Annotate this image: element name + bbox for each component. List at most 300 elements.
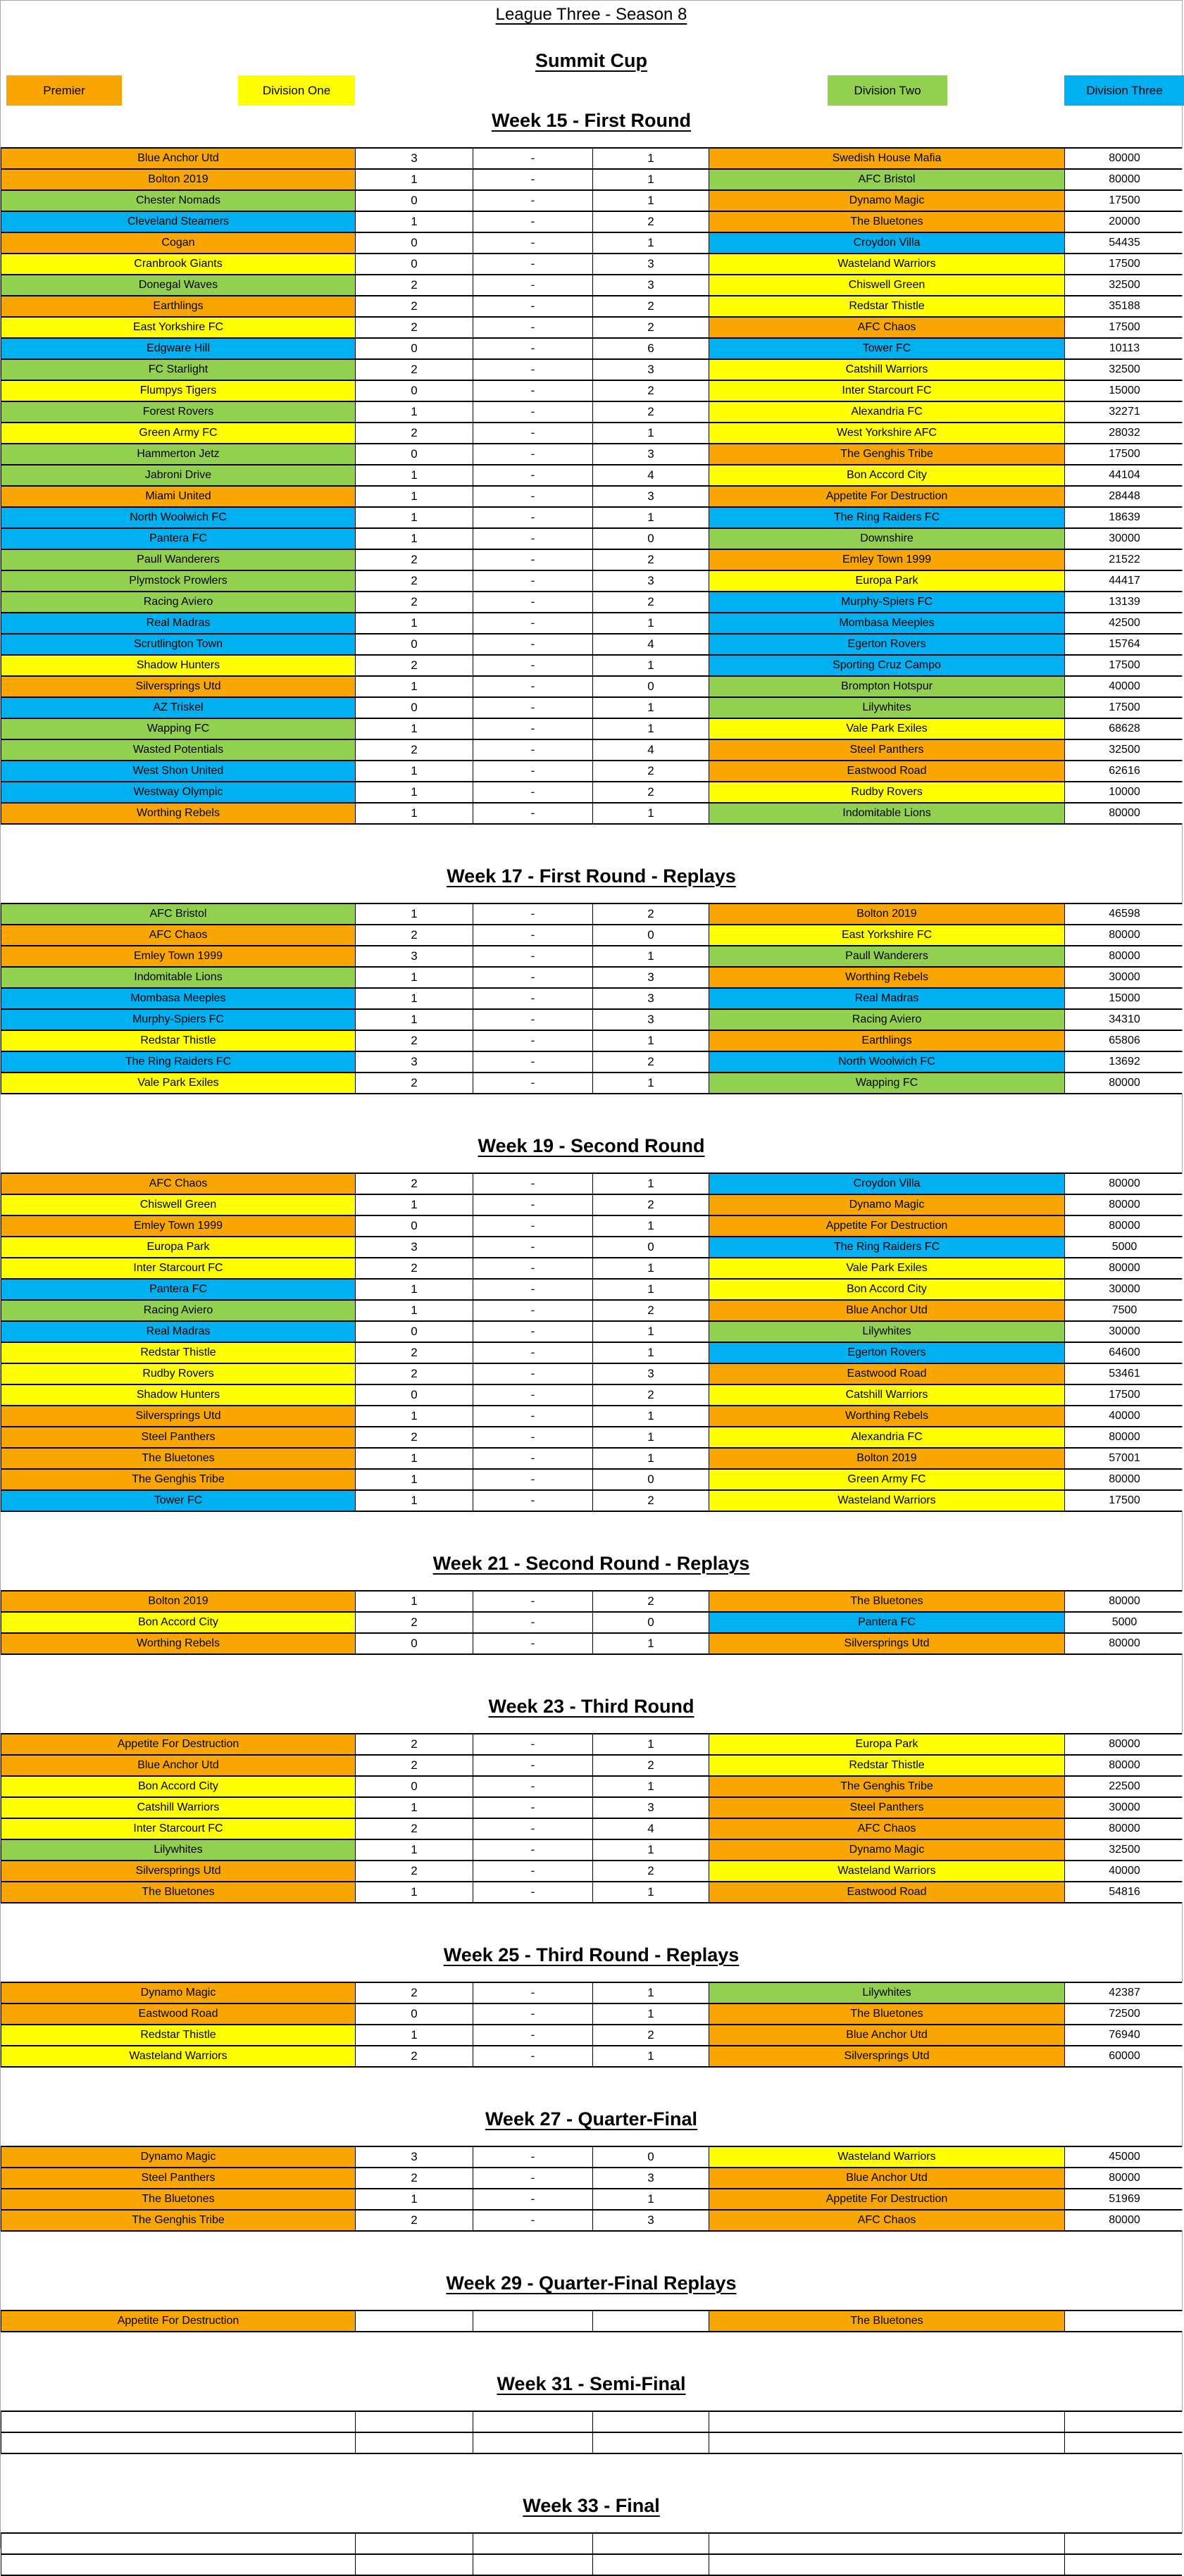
home-team-cell[interactable]: AFC Bristol bbox=[1, 904, 355, 924]
away-score-cell[interactable] bbox=[592, 2555, 709, 2575]
home-score-cell[interactable]: 0 bbox=[355, 634, 473, 654]
home-team-cell[interactable]: The Bluetones bbox=[1, 2189, 355, 2209]
away-team-cell[interactable]: Real Madras bbox=[709, 989, 1064, 1008]
score-separator-cell[interactable]: - bbox=[473, 698, 592, 718]
away-team-cell[interactable]: Appetite For Destruction bbox=[709, 1216, 1064, 1236]
home-score-cell[interactable]: 2 bbox=[355, 423, 473, 443]
home-team-cell[interactable]: Donegal Waves bbox=[1, 275, 355, 295]
attendance-cell[interactable]: 40000 bbox=[1064, 677, 1184, 696]
away-team-cell[interactable]: Tower FC bbox=[709, 339, 1064, 358]
attendance-cell[interactable]: 65806 bbox=[1064, 1031, 1184, 1051]
attendance-cell[interactable]: 15000 bbox=[1064, 381, 1184, 401]
score-separator-cell[interactable]: - bbox=[473, 1322, 592, 1342]
home-score-cell[interactable]: 1 bbox=[355, 804, 473, 823]
home-score-cell[interactable]: 0 bbox=[355, 254, 473, 274]
home-score-cell[interactable]: 2 bbox=[355, 1258, 473, 1278]
attendance-cell[interactable]: 32271 bbox=[1064, 402, 1184, 422]
away-team-cell[interactable]: The Bluetones bbox=[709, 1592, 1064, 1611]
home-team-cell[interactable]: Jabroni Drive bbox=[1, 465, 355, 485]
home-team-cell[interactable] bbox=[1, 2534, 355, 2553]
away-team-cell[interactable]: North Woolwich FC bbox=[709, 1052, 1064, 1072]
attendance-cell[interactable]: 80000 bbox=[1064, 946, 1184, 966]
attendance-cell[interactable] bbox=[1064, 2433, 1184, 2453]
score-separator-cell[interactable] bbox=[473, 2555, 592, 2575]
attendance-cell[interactable]: 54816 bbox=[1064, 1882, 1184, 1902]
attendance-cell[interactable]: 30000 bbox=[1064, 1798, 1184, 1818]
score-separator-cell[interactable]: - bbox=[473, 1882, 592, 1902]
away-team-cell[interactable]: Earthlings bbox=[709, 1031, 1064, 1051]
away-team-cell[interactable]: Vale Park Exiles bbox=[709, 719, 1064, 739]
home-team-cell[interactable]: Blue Anchor Utd bbox=[1, 149, 355, 168]
away-team-cell[interactable]: Wasteland Warriors bbox=[709, 254, 1064, 274]
home-team-cell[interactable]: Rudby Rovers bbox=[1, 1364, 355, 1384]
score-separator-cell[interactable]: - bbox=[473, 1427, 592, 1447]
score-separator-cell[interactable]: - bbox=[473, 1280, 592, 1299]
away-score-cell[interactable]: 1 bbox=[592, 1280, 709, 1299]
away-score-cell[interactable]: 2 bbox=[592, 381, 709, 401]
score-separator-cell[interactable]: - bbox=[473, 1010, 592, 1030]
home-team-cell[interactable]: Vale Park Exiles bbox=[1, 1073, 355, 1093]
away-score-cell[interactable]: 1 bbox=[592, 1406, 709, 1426]
away-team-cell[interactable]: Alexandria FC bbox=[709, 402, 1064, 422]
home-team-cell[interactable]: Racing Aviero bbox=[1, 592, 355, 612]
home-team-cell[interactable]: Inter Starcourt FC bbox=[1, 1258, 355, 1278]
score-separator-cell[interactable]: - bbox=[473, 592, 592, 612]
home-team-cell[interactable]: Tower FC bbox=[1, 1491, 355, 1511]
home-score-cell[interactable]: 1 bbox=[355, 212, 473, 232]
home-score-cell[interactable]: 2 bbox=[355, 550, 473, 570]
score-separator-cell[interactable]: - bbox=[473, 804, 592, 823]
attendance-cell[interactable]: 17500 bbox=[1064, 191, 1184, 211]
away-team-cell[interactable]: Croydon Villa bbox=[709, 1174, 1064, 1194]
away-team-cell[interactable]: Lilywhites bbox=[709, 1322, 1064, 1342]
attendance-cell[interactable] bbox=[1064, 2412, 1184, 2432]
score-separator-cell[interactable]: - bbox=[473, 402, 592, 422]
attendance-cell[interactable]: 51969 bbox=[1064, 2189, 1184, 2209]
home-team-cell[interactable]: West Shon United bbox=[1, 761, 355, 781]
home-score-cell[interactable]: 0 bbox=[355, 339, 473, 358]
attendance-cell[interactable]: 40000 bbox=[1064, 1406, 1184, 1426]
home-score-cell[interactable]: 3 bbox=[355, 149, 473, 168]
score-separator-cell[interactable]: - bbox=[473, 550, 592, 570]
away-team-cell[interactable]: The Bluetones bbox=[709, 212, 1064, 232]
attendance-cell[interactable]: 53461 bbox=[1064, 1364, 1184, 1384]
away-team-cell[interactable]: AFC Chaos bbox=[709, 2211, 1064, 2230]
home-team-cell[interactable]: Bon Accord City bbox=[1, 1777, 355, 1796]
away-team-cell[interactable]: AFC Chaos bbox=[709, 1819, 1064, 1839]
home-score-cell[interactable]: 2 bbox=[355, 1861, 473, 1881]
away-team-cell[interactable]: AFC Chaos bbox=[709, 318, 1064, 337]
home-score-cell[interactable]: 1 bbox=[355, 402, 473, 422]
attendance-cell[interactable]: 32500 bbox=[1064, 360, 1184, 380]
score-separator-cell[interactable]: - bbox=[473, 1301, 592, 1320]
legend-div2[interactable]: Division Two bbox=[828, 75, 947, 106]
attendance-cell[interactable]: 15764 bbox=[1064, 634, 1184, 654]
away-score-cell[interactable]: 1 bbox=[592, 1777, 709, 1796]
home-score-cell[interactable]: 1 bbox=[355, 1280, 473, 1299]
attendance-cell[interactable]: 42387 bbox=[1064, 1983, 1184, 2003]
attendance-cell[interactable]: 45000 bbox=[1064, 2147, 1184, 2167]
away-score-cell[interactable]: 1 bbox=[592, 1031, 709, 1051]
home-score-cell[interactable]: 0 bbox=[355, 381, 473, 401]
legend-div3[interactable]: Division Three bbox=[1064, 75, 1184, 106]
home-team-cell[interactable]: The Genghis Tribe bbox=[1, 2211, 355, 2230]
score-separator-cell[interactable] bbox=[473, 2311, 592, 2331]
attendance-cell[interactable]: 22500 bbox=[1064, 1777, 1184, 1796]
home-team-cell[interactable] bbox=[1, 2412, 355, 2432]
away-score-cell[interactable]: 3 bbox=[592, 2168, 709, 2188]
away-team-cell[interactable]: Bon Accord City bbox=[709, 465, 1064, 485]
attendance-cell[interactable]: 80000 bbox=[1064, 1634, 1184, 1653]
score-separator-cell[interactable]: - bbox=[473, 571, 592, 591]
legend-premier[interactable]: Premier bbox=[6, 75, 122, 106]
home-score-cell[interactable]: 1 bbox=[355, 487, 473, 506]
away-team-cell[interactable]: The Bluetones bbox=[709, 2311, 1064, 2331]
home-team-cell[interactable]: AFC Chaos bbox=[1, 925, 355, 945]
home-team-cell[interactable]: Hammerton Jetz bbox=[1, 444, 355, 464]
score-separator-cell[interactable]: - bbox=[473, 233, 592, 253]
home-score-cell[interactable]: 3 bbox=[355, 1237, 473, 1257]
away-score-cell[interactable]: 4 bbox=[592, 465, 709, 485]
home-score-cell[interactable]: 1 bbox=[355, 2025, 473, 2045]
score-separator-cell[interactable]: - bbox=[473, 2168, 592, 2188]
attendance-cell[interactable]: 15000 bbox=[1064, 989, 1184, 1008]
home-team-cell[interactable]: Steel Panthers bbox=[1, 2168, 355, 2188]
score-separator-cell[interactable]: - bbox=[473, 275, 592, 295]
away-score-cell[interactable]: 1 bbox=[592, 233, 709, 253]
home-score-cell[interactable] bbox=[355, 2412, 473, 2432]
away-team-cell[interactable]: Steel Panthers bbox=[709, 740, 1064, 760]
score-separator-cell[interactable] bbox=[473, 2412, 592, 2432]
home-team-cell[interactable]: Pantera FC bbox=[1, 529, 355, 549]
score-separator-cell[interactable]: - bbox=[473, 677, 592, 696]
away-team-cell[interactable]: Worthing Rebels bbox=[709, 1406, 1064, 1426]
home-team-cell[interactable]: Redstar Thistle bbox=[1, 2025, 355, 2045]
away-score-cell[interactable]: 1 bbox=[592, 2189, 709, 2209]
home-team-cell[interactable]: Europa Park bbox=[1, 1237, 355, 1257]
home-team-cell[interactable]: Cleveland Steamers bbox=[1, 212, 355, 232]
away-team-cell[interactable]: Dynamo Magic bbox=[709, 1195, 1064, 1215]
home-team-cell[interactable]: Eastwood Road bbox=[1, 2004, 355, 2024]
score-separator-cell[interactable]: - bbox=[473, 1983, 592, 2003]
away-score-cell[interactable]: 3 bbox=[592, 444, 709, 464]
home-team-cell[interactable]: Earthlings bbox=[1, 296, 355, 316]
home-score-cell[interactable]: 1 bbox=[355, 1592, 473, 1611]
score-separator-cell[interactable]: - bbox=[473, 296, 592, 316]
home-team-cell[interactable]: Mombasa Meeples bbox=[1, 989, 355, 1008]
home-team-cell[interactable]: The Ring Raiders FC bbox=[1, 1052, 355, 1072]
away-score-cell[interactable]: 3 bbox=[592, 1364, 709, 1384]
away-team-cell[interactable]: Egerton Rovers bbox=[709, 634, 1064, 654]
away-team-cell[interactable]: Europa Park bbox=[709, 1734, 1064, 1754]
away-score-cell[interactable]: 1 bbox=[592, 1449, 709, 1468]
attendance-cell[interactable]: 42500 bbox=[1064, 613, 1184, 633]
attendance-cell[interactable]: 30000 bbox=[1064, 529, 1184, 549]
score-separator-cell[interactable]: - bbox=[473, 254, 592, 274]
away-score-cell[interactable]: 1 bbox=[592, 2046, 709, 2066]
home-team-cell[interactable]: Shadow Hunters bbox=[1, 1385, 355, 1405]
home-score-cell[interactable]: 1 bbox=[355, 1301, 473, 1320]
score-separator-cell[interactable]: - bbox=[473, 170, 592, 189]
home-score-cell[interactable]: 2 bbox=[355, 925, 473, 945]
attendance-cell[interactable]: 34310 bbox=[1064, 1010, 1184, 1030]
score-separator-cell[interactable]: - bbox=[473, 1174, 592, 1194]
score-separator-cell[interactable]: - bbox=[473, 634, 592, 654]
away-score-cell[interactable]: 1 bbox=[592, 1073, 709, 1093]
attendance-cell[interactable]: 80000 bbox=[1064, 1174, 1184, 1194]
home-team-cell[interactable]: AFC Chaos bbox=[1, 1174, 355, 1194]
attendance-cell[interactable]: 7500 bbox=[1064, 1301, 1184, 1320]
attendance-cell[interactable] bbox=[1064, 2534, 1184, 2553]
away-score-cell[interactable]: 1 bbox=[592, 698, 709, 718]
away-team-cell[interactable]: West Yorkshire AFC bbox=[709, 423, 1064, 443]
away-team-cell[interactable] bbox=[709, 2412, 1064, 2432]
score-separator-cell[interactable]: - bbox=[473, 989, 592, 1008]
away-score-cell[interactable]: 1 bbox=[592, 656, 709, 675]
home-score-cell[interactable]: 2 bbox=[355, 360, 473, 380]
score-separator-cell[interactable]: - bbox=[473, 968, 592, 987]
away-team-cell[interactable]: AFC Bristol bbox=[709, 170, 1064, 189]
home-team-cell[interactable]: Miami United bbox=[1, 487, 355, 506]
away-score-cell[interactable]: 2 bbox=[592, 1491, 709, 1511]
home-score-cell[interactable]: 1 bbox=[355, 782, 473, 802]
score-separator-cell[interactable]: - bbox=[473, 904, 592, 924]
home-team-cell[interactable]: Wasteland Warriors bbox=[1, 2046, 355, 2066]
home-score-cell[interactable]: 2 bbox=[355, 2046, 473, 2066]
attendance-cell[interactable]: 80000 bbox=[1064, 804, 1184, 823]
home-team-cell[interactable]: Wasted Potentials bbox=[1, 740, 355, 760]
away-score-cell[interactable]: 0 bbox=[592, 1613, 709, 1632]
home-score-cell[interactable]: 0 bbox=[355, 2004, 473, 2024]
away-score-cell[interactable]: 4 bbox=[592, 740, 709, 760]
home-score-cell[interactable]: 2 bbox=[355, 2168, 473, 2188]
away-score-cell[interactable]: 2 bbox=[592, 2025, 709, 2045]
home-score-cell[interactable]: 3 bbox=[355, 946, 473, 966]
home-score-cell[interactable]: 2 bbox=[355, 1174, 473, 1194]
score-separator-cell[interactable]: - bbox=[473, 1364, 592, 1384]
score-separator-cell[interactable]: - bbox=[473, 529, 592, 549]
home-score-cell[interactable]: 2 bbox=[355, 1734, 473, 1754]
home-score-cell[interactable]: 1 bbox=[355, 989, 473, 1008]
away-score-cell[interactable] bbox=[592, 2412, 709, 2432]
home-team-cell[interactable]: Flumpys Tigers bbox=[1, 381, 355, 401]
home-team-cell[interactable]: Cranbrook Giants bbox=[1, 254, 355, 274]
away-team-cell[interactable]: The Bluetones bbox=[709, 2004, 1064, 2024]
home-team-cell[interactable]: Worthing Rebels bbox=[1, 804, 355, 823]
home-team-cell[interactable]: Dynamo Magic bbox=[1, 1983, 355, 2003]
away-team-cell[interactable]: Dynamo Magic bbox=[709, 191, 1064, 211]
attendance-cell[interactable]: 17500 bbox=[1064, 698, 1184, 718]
attendance-cell[interactable]: 30000 bbox=[1064, 968, 1184, 987]
away-team-cell[interactable]: Dynamo Magic bbox=[709, 1840, 1064, 1860]
score-separator-cell[interactable]: - bbox=[473, 381, 592, 401]
away-team-cell[interactable]: Blue Anchor Utd bbox=[709, 2025, 1064, 2045]
home-team-cell[interactable]: Indomitable Lions bbox=[1, 968, 355, 987]
score-separator-cell[interactable]: - bbox=[473, 1195, 592, 1215]
home-team-cell[interactable]: Inter Starcourt FC bbox=[1, 1819, 355, 1839]
attendance-cell[interactable]: 57001 bbox=[1064, 1449, 1184, 1468]
score-separator-cell[interactable]: - bbox=[473, 656, 592, 675]
home-score-cell[interactable]: 1 bbox=[355, 529, 473, 549]
attendance-cell[interactable]: 72500 bbox=[1064, 2004, 1184, 2024]
away-team-cell[interactable] bbox=[709, 2433, 1064, 2453]
away-team-cell[interactable]: Bolton 2019 bbox=[709, 1449, 1064, 1468]
away-score-cell[interactable]: 2 bbox=[592, 1861, 709, 1881]
home-team-cell[interactable]: Emley Town 1999 bbox=[1, 946, 355, 966]
away-score-cell[interactable]: 3 bbox=[592, 989, 709, 1008]
home-score-cell[interactable]: 2 bbox=[355, 1364, 473, 1384]
away-team-cell[interactable]: Chiswell Green bbox=[709, 275, 1064, 295]
home-score-cell[interactable]: 3 bbox=[355, 1052, 473, 1072]
away-team-cell[interactable]: Emley Town 1999 bbox=[709, 550, 1064, 570]
home-score-cell[interactable]: 2 bbox=[355, 571, 473, 591]
away-team-cell[interactable]: Mombasa Meeples bbox=[709, 613, 1064, 633]
home-team-cell[interactable]: Blue Anchor Utd bbox=[1, 1756, 355, 1775]
attendance-cell[interactable]: 17500 bbox=[1064, 444, 1184, 464]
away-team-cell[interactable]: Racing Aviero bbox=[709, 1010, 1064, 1030]
score-separator-cell[interactable]: - bbox=[473, 149, 592, 168]
away-score-cell[interactable]: 3 bbox=[592, 2211, 709, 2230]
score-separator-cell[interactable]: - bbox=[473, 1491, 592, 1511]
away-score-cell[interactable]: 3 bbox=[592, 487, 709, 506]
away-score-cell[interactable]: 1 bbox=[592, 2004, 709, 2024]
away-score-cell[interactable]: 1 bbox=[592, 1216, 709, 1236]
away-score-cell[interactable]: 1 bbox=[592, 149, 709, 168]
home-team-cell[interactable]: Real Madras bbox=[1, 613, 355, 633]
score-separator-cell[interactable]: - bbox=[473, 1343, 592, 1363]
away-score-cell[interactable]: 2 bbox=[592, 904, 709, 924]
score-separator-cell[interactable]: - bbox=[473, 1258, 592, 1278]
home-score-cell[interactable]: 1 bbox=[355, 1010, 473, 1030]
score-separator-cell[interactable]: - bbox=[473, 360, 592, 380]
attendance-cell[interactable]: 17500 bbox=[1064, 656, 1184, 675]
home-team-cell[interactable]: East Yorkshire FC bbox=[1, 318, 355, 337]
score-separator-cell[interactable] bbox=[473, 2534, 592, 2553]
away-score-cell[interactable]: 0 bbox=[592, 529, 709, 549]
home-team-cell[interactable]: Chiswell Green bbox=[1, 1195, 355, 1215]
away-score-cell[interactable]: 2 bbox=[592, 761, 709, 781]
home-score-cell[interactable]: 1 bbox=[355, 1406, 473, 1426]
home-team-cell[interactable]: The Bluetones bbox=[1, 1882, 355, 1902]
away-team-cell[interactable]: Wasteland Warriors bbox=[709, 1491, 1064, 1511]
home-team-cell[interactable]: Wapping FC bbox=[1, 719, 355, 739]
away-team-cell[interactable]: Green Army FC bbox=[709, 1470, 1064, 1489]
home-team-cell[interactable]: Murphy-Spiers FC bbox=[1, 1010, 355, 1030]
away-score-cell[interactable]: 3 bbox=[592, 254, 709, 274]
away-team-cell[interactable]: Silversprings Utd bbox=[709, 1634, 1064, 1653]
away-score-cell[interactable]: 3 bbox=[592, 968, 709, 987]
home-score-cell[interactable]: 2 bbox=[355, 275, 473, 295]
home-score-cell[interactable]: 0 bbox=[355, 191, 473, 211]
score-separator-cell[interactable]: - bbox=[473, 925, 592, 945]
away-score-cell[interactable] bbox=[592, 2311, 709, 2331]
score-separator-cell[interactable]: - bbox=[473, 1216, 592, 1236]
home-team-cell[interactable]: Redstar Thistle bbox=[1, 1343, 355, 1363]
home-score-cell[interactable]: 1 bbox=[355, 465, 473, 485]
attendance-cell[interactable]: 80000 bbox=[1064, 149, 1184, 168]
home-score-cell[interactable] bbox=[355, 2433, 473, 2453]
score-separator-cell[interactable]: - bbox=[473, 508, 592, 527]
attendance-cell[interactable]: 32500 bbox=[1064, 275, 1184, 295]
home-team-cell[interactable]: Lilywhites bbox=[1, 1840, 355, 1860]
attendance-cell[interactable]: 17500 bbox=[1064, 318, 1184, 337]
attendance-cell[interactable]: 80000 bbox=[1064, 1258, 1184, 1278]
home-score-cell[interactable]: 2 bbox=[355, 740, 473, 760]
home-team-cell[interactable]: Forest Rovers bbox=[1, 402, 355, 422]
score-separator-cell[interactable]: - bbox=[473, 1634, 592, 1653]
home-score-cell[interactable]: 0 bbox=[355, 1634, 473, 1653]
away-score-cell[interactable]: 2 bbox=[592, 550, 709, 570]
away-score-cell[interactable]: 0 bbox=[592, 2147, 709, 2167]
away-score-cell[interactable]: 1 bbox=[592, 423, 709, 443]
away-score-cell[interactable]: 1 bbox=[592, 508, 709, 527]
away-team-cell[interactable]: The Ring Raiders FC bbox=[709, 508, 1064, 527]
attendance-cell[interactable]: 80000 bbox=[1064, 1073, 1184, 1093]
away-score-cell[interactable]: 1 bbox=[592, 1343, 709, 1363]
away-team-cell[interactable]: Redstar Thistle bbox=[709, 1756, 1064, 1775]
away-score-cell[interactable]: 3 bbox=[592, 275, 709, 295]
away-score-cell[interactable]: 2 bbox=[592, 402, 709, 422]
attendance-cell[interactable]: 44104 bbox=[1064, 465, 1184, 485]
home-team-cell[interactable]: Pantera FC bbox=[1, 1280, 355, 1299]
attendance-cell[interactable]: 5000 bbox=[1064, 1613, 1184, 1632]
away-score-cell[interactable]: 1 bbox=[592, 1174, 709, 1194]
home-score-cell[interactable]: 2 bbox=[355, 318, 473, 337]
home-score-cell[interactable]: 1 bbox=[355, 613, 473, 633]
score-separator-cell[interactable]: - bbox=[473, 946, 592, 966]
away-team-cell[interactable]: Sporting Cruz Campo bbox=[709, 656, 1064, 675]
home-team-cell[interactable]: Redstar Thistle bbox=[1, 1031, 355, 1051]
home-score-cell[interactable] bbox=[355, 2534, 473, 2553]
home-team-cell[interactable]: Worthing Rebels bbox=[1, 1634, 355, 1653]
home-score-cell[interactable]: 2 bbox=[355, 1613, 473, 1632]
home-team-cell[interactable]: Silversprings Utd bbox=[1, 1406, 355, 1426]
attendance-cell[interactable]: 13692 bbox=[1064, 1052, 1184, 1072]
away-score-cell[interactable]: 1 bbox=[592, 1983, 709, 2003]
home-team-cell[interactable]: North Woolwich FC bbox=[1, 508, 355, 527]
home-team-cell[interactable] bbox=[1, 2555, 355, 2575]
score-separator-cell[interactable]: - bbox=[473, 1777, 592, 1796]
home-score-cell[interactable]: 1 bbox=[355, 677, 473, 696]
away-score-cell[interactable]: 1 bbox=[592, 946, 709, 966]
away-team-cell[interactable]: Downshire bbox=[709, 529, 1064, 549]
away-score-cell[interactable]: 0 bbox=[592, 1237, 709, 1257]
home-team-cell[interactable]: Shadow Hunters bbox=[1, 656, 355, 675]
score-separator-cell[interactable]: - bbox=[473, 2025, 592, 2045]
home-team-cell[interactable]: Scrutlington Town bbox=[1, 634, 355, 654]
away-score-cell[interactable]: 3 bbox=[592, 1010, 709, 1030]
home-team-cell[interactable]: The Genghis Tribe bbox=[1, 1470, 355, 1489]
home-score-cell[interactable]: 2 bbox=[355, 1756, 473, 1775]
home-team-cell[interactable]: Westway Olympic bbox=[1, 782, 355, 802]
score-separator-cell[interactable]: - bbox=[473, 191, 592, 211]
away-score-cell[interactable]: 1 bbox=[592, 804, 709, 823]
away-team-cell[interactable]: The Ring Raiders FC bbox=[709, 1237, 1064, 1257]
home-team-cell[interactable]: Green Army FC bbox=[1, 423, 355, 443]
home-team-cell[interactable]: Racing Aviero bbox=[1, 1301, 355, 1320]
away-team-cell[interactable]: Appetite For Destruction bbox=[709, 2189, 1064, 2209]
home-score-cell[interactable]: 1 bbox=[355, 719, 473, 739]
attendance-cell[interactable]: 20000 bbox=[1064, 212, 1184, 232]
attendance-cell[interactable]: 80000 bbox=[1064, 925, 1184, 945]
away-score-cell[interactable]: 4 bbox=[592, 634, 709, 654]
home-team-cell[interactable]: Steel Panthers bbox=[1, 1427, 355, 1447]
away-score-cell[interactable]: 1 bbox=[592, 1258, 709, 1278]
away-team-cell[interactable]: Wapping FC bbox=[709, 1073, 1064, 1093]
home-team-cell[interactable]: Real Madras bbox=[1, 1322, 355, 1342]
away-team-cell[interactable]: The Genghis Tribe bbox=[709, 444, 1064, 464]
away-team-cell[interactable]: Europa Park bbox=[709, 571, 1064, 591]
